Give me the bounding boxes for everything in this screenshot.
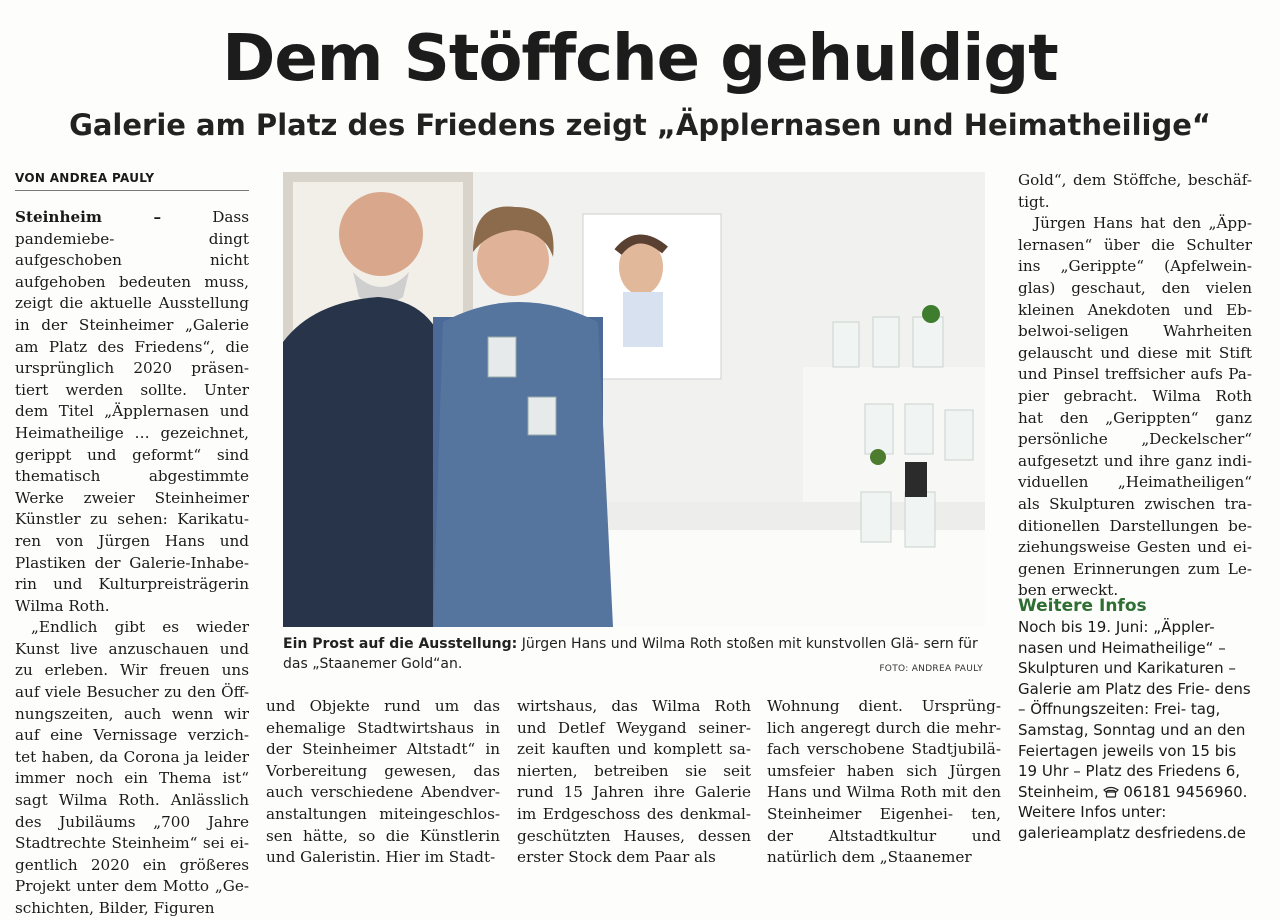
article-paragraph: „Endlich gibt es wieder Kunst live anzuschauen und zu erleben. Wir freuen uns auf viele Besucher zu den Öff- nungszeiten, auch wenn wir auf eine Vernissage verzich- tet haben, da Corona ja leider immer noch ein Thema ist“ sagt Wilma Roth. Anlässlich des Jubiläums „700 Jahre Stadtrechte Steinheim“ sei ei- gentlich 2020 ein größeres Projekt unter dem Motto „Ge- schichten, Bilder, Figuren bbox=[15, 618, 249, 917]
caption-lead: Ein Prost auf die Ausstellung: bbox=[283, 636, 518, 652]
article-paragraph: Jürgen Hans hat den „Äpp- lernasen“ über die Schulter ins „Gerippte“ (Apfelwein- glas) geschaut, den vielen kleinen Anekdoten und Eb- belwoi-seligen Wahrheiten gelauscht und diese mit Stift und Pinsel treffsicher aufs Pa- pier gebracht. Wilma Roth hat den „Gerippten“ ganz persönliche „Deckelscher“ aufgesetzt und ihre ganz indi- viduellen „Heimatheiligen“ als Skulpturen zwischen tra- ditionellen Darstellungen be- ziehungsweise Gesten und ei- genen Erinnerungen zum Le- ben erweckt. bbox=[1018, 214, 1252, 600]
article-column-4 bbox=[767, 696, 1001, 869]
subheadline: Galerie am Platz des Friedens zeigt „Äpplernasen und Heimatheilige“ bbox=[69, 108, 1211, 142]
article-column-1 bbox=[15, 207, 249, 920]
dateline: Steinheim – bbox=[15, 208, 162, 226]
info-text bbox=[1018, 617, 1254, 844]
info-contact: 06181 9456960. Weitere Infos unter: galerieamplatz desfriedens.de bbox=[1018, 782, 1248, 842]
info-details: Noch bis 19. Juni: „Äppler- nasen und Heimatheilige“ – Skulpturen und Karikaturen – Galerie am Platz des Frie- dens – Öffnungszeiten: Frei- tag, Samstag, Sonntag und an den Feiertagen jeweils von 15 bis 19 Uhr – Platz des Friedens 6, Steinheim, bbox=[1018, 618, 1251, 801]
article-paragraph: Wohnung dient. Ursprüng- lich angeregt durch die mehr- fach verschobene Stadtjubilä- umsfeier haben sich Jürgen Hans und Wilma Roth mit den Steinheimer Eigenhei- ten, der Altstadtkultur und natürlich dem „Staanemer bbox=[767, 697, 1001, 867]
article-paragraph: wirtshaus, das Wilma Roth und Detlef Weygand seiner- zeit kauften und komplett sa- nierten, betreiben sie seit rund 15 Jahren ihre Galerie im Erdgeschoss des denkmal- geschützten Hauses, dessen erster Stock dem Paar als bbox=[517, 697, 751, 867]
article-paragraph: und Objekte rund um das ehemalige Stadtwirtshaus in der Steinheimer Altstadt“ in Vorbereitung gewesen, das auch verschiedene Abendver- anstaltungen miteingeschlos- sen hätte, so die Künstlerin und Galeristin. Hier im Stadt- bbox=[266, 697, 500, 867]
photo-credit: FOTO: ANDREA PAULY bbox=[879, 664, 983, 674]
photo-illustration bbox=[283, 172, 985, 627]
article-column-5 bbox=[1018, 170, 1252, 602]
telephone-icon bbox=[1103, 783, 1119, 795]
article-column-2 bbox=[266, 696, 500, 869]
article-paragraph bbox=[15, 207, 249, 617]
byline: VON ANDREA PAULY bbox=[15, 171, 249, 191]
caption-text: Jürgen Hans und Wilma Roth stoßen mit kunstvollen Glä- sern für das „Staanemer Gold“an. bbox=[283, 636, 978, 672]
article-photo bbox=[283, 172, 985, 627]
article-paragraph: Gold“, dem Stöffche, beschäf- tigt. bbox=[1018, 171, 1252, 211]
headline: Dem Stöffche gehuldigt bbox=[222, 22, 1058, 96]
article-column-3 bbox=[517, 696, 751, 869]
info-box bbox=[1018, 595, 1254, 844]
info-heading: Weitere Infos bbox=[1018, 596, 1147, 616]
paragraph-text: Dass pandemiebe- dingt aufgeschoben nicht aufgehoben bedeuten muss, zeigt die aktuelle Ausstellung in der Steinheimer „Galerie am Platz des Friedens“, die ursprünglich 2020 präsen- tiert werden sollte. Unter dem Titel „Äpplernasen und Heimatheilige … gezeichnet, gerippt und geformt“ sind thematisch abgestimmte Werke zweier Steinheimer Künstler zu sehen: Karikatu- ren von Jürgen Hans und Plastiken der Galerie-Inhabe- rin und Kulturpreisträgerin Wilma Roth. bbox=[15, 208, 250, 615]
